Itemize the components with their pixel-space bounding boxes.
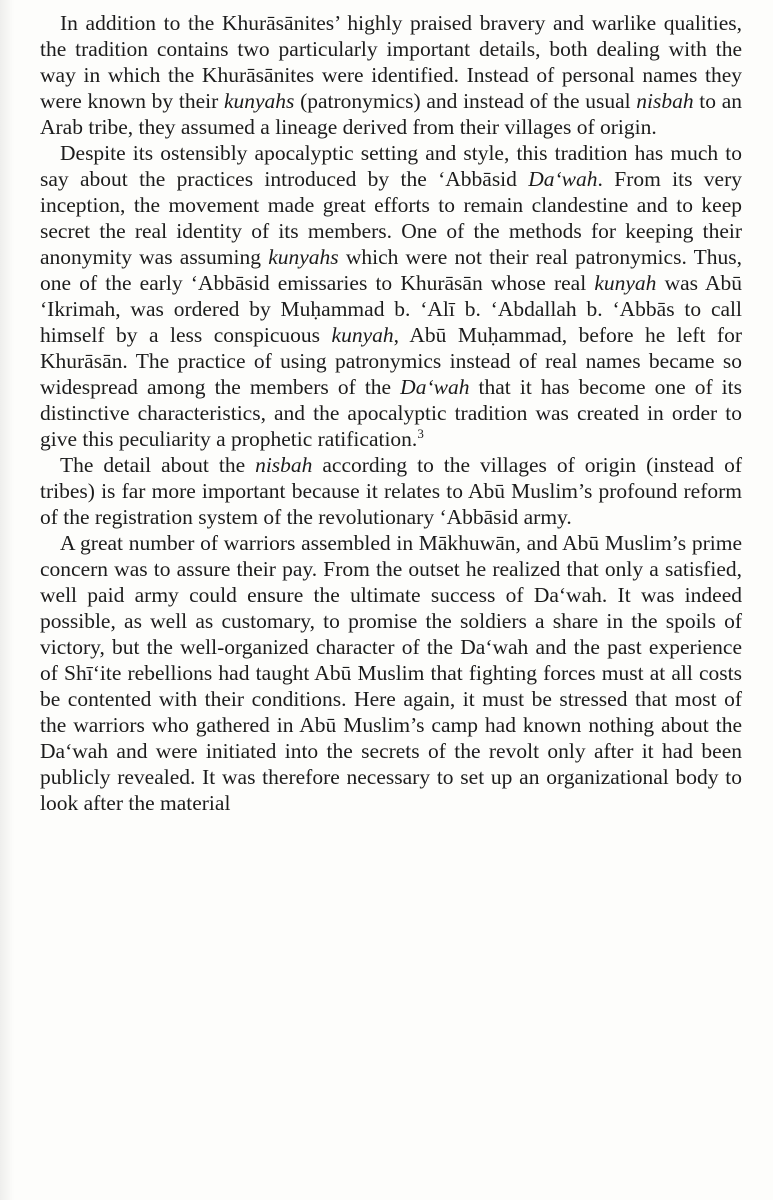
italic-term: Da‘wah (528, 167, 598, 191)
text-run: The detail about the (60, 453, 256, 477)
paragraph-1 (40, 10, 742, 140)
text-run: that it has become one of its distinctive characteristics, and the apocalyptic tradition was created in order to give this peculiarity a prophetic ratification. (40, 375, 742, 451)
page-edge-shadow (0, 0, 14, 1200)
italic-term: kunyahs (223, 89, 295, 113)
italic-term: kunyah (594, 271, 657, 295)
text-run: . From its very inception, the movement made great efforts to remain clandestine and to keep secret the real identity of its members. One of the methods for keeping their anonymity was assuming (40, 167, 742, 269)
paragraph-4 (40, 530, 742, 816)
text-run: was Abū ‘Ikrimah, was ordered by Muḥammad b. ‘Alī b. ‘Abdallah b. ‘Abbās to call himself by a less conspicuous (40, 271, 742, 347)
text-run: A great number of warriors assembled in Mākhuwān, and Abū Muslim’s prime concern was to assure their pay. From the outset he realized that only a satisfied, well paid army could ensure the ultimate success of Da‘wah. It was indeed possible, as well as customary, to promise the soldiers a share in the spoils of victory, but the well-organized character of the Da‘wah and the past experience of Shī‘ite rebellions had taught Abū Muslim that fighting forces must at all costs be contented with their conditions. Here again, it must be stressed that most of the warriors who gathered in Abū Muslim’s camp had known nothing about the Da‘wah and were initiated into the secrets of the revolt only after it had been publicly revealed. It was therefore necessary to set up an organizational body to look after the material (40, 531, 742, 815)
italic-term: kunyahs (268, 245, 339, 269)
paragraph-3 (40, 452, 742, 530)
text-run: (patronymics) and instead of the usual (294, 89, 637, 113)
italic-term: kunyah (331, 323, 394, 347)
text-run: to an Arab tribe, they assumed a lineage derived from their villages of origin. (40, 89, 742, 139)
text-run: according to the villages of origin (instead of tribes) is far more important because it relates to Abū Muslim’s profound reform of the registration system of the revolutionary ‘Abbāsid army. (40, 453, 742, 529)
text-run: In addition to the Khurāsānites’ highly praised bravery and warlike qualities, the tradition contains two particularly important details, both dealing with the way in which the Khurāsānites were identified. Instead of personal names they were known by their (40, 11, 742, 113)
text-run: , Abū Muḥammad, before he left for Khurāsān. The practice of using patronymics instead of real names became so widespread among the members of the (40, 323, 743, 399)
body-text (40, 10, 742, 816)
text-run: which were not their real patronymics. Thus, one of the early ‘Abbāsid emissaries to Khurāsān whose real (40, 245, 742, 295)
paragraph-2 (40, 140, 742, 452)
footnote-marker: 3 (417, 425, 424, 441)
italic-term: Da‘wah (400, 375, 470, 399)
italic-term: nisbah (636, 89, 694, 113)
italic-term: nisbah (255, 453, 313, 477)
text-run: Despite its ostensibly apocalyptic setting and style, this tradition has much to say about the practices introduced by the ‘Abbāsid (40, 141, 742, 191)
